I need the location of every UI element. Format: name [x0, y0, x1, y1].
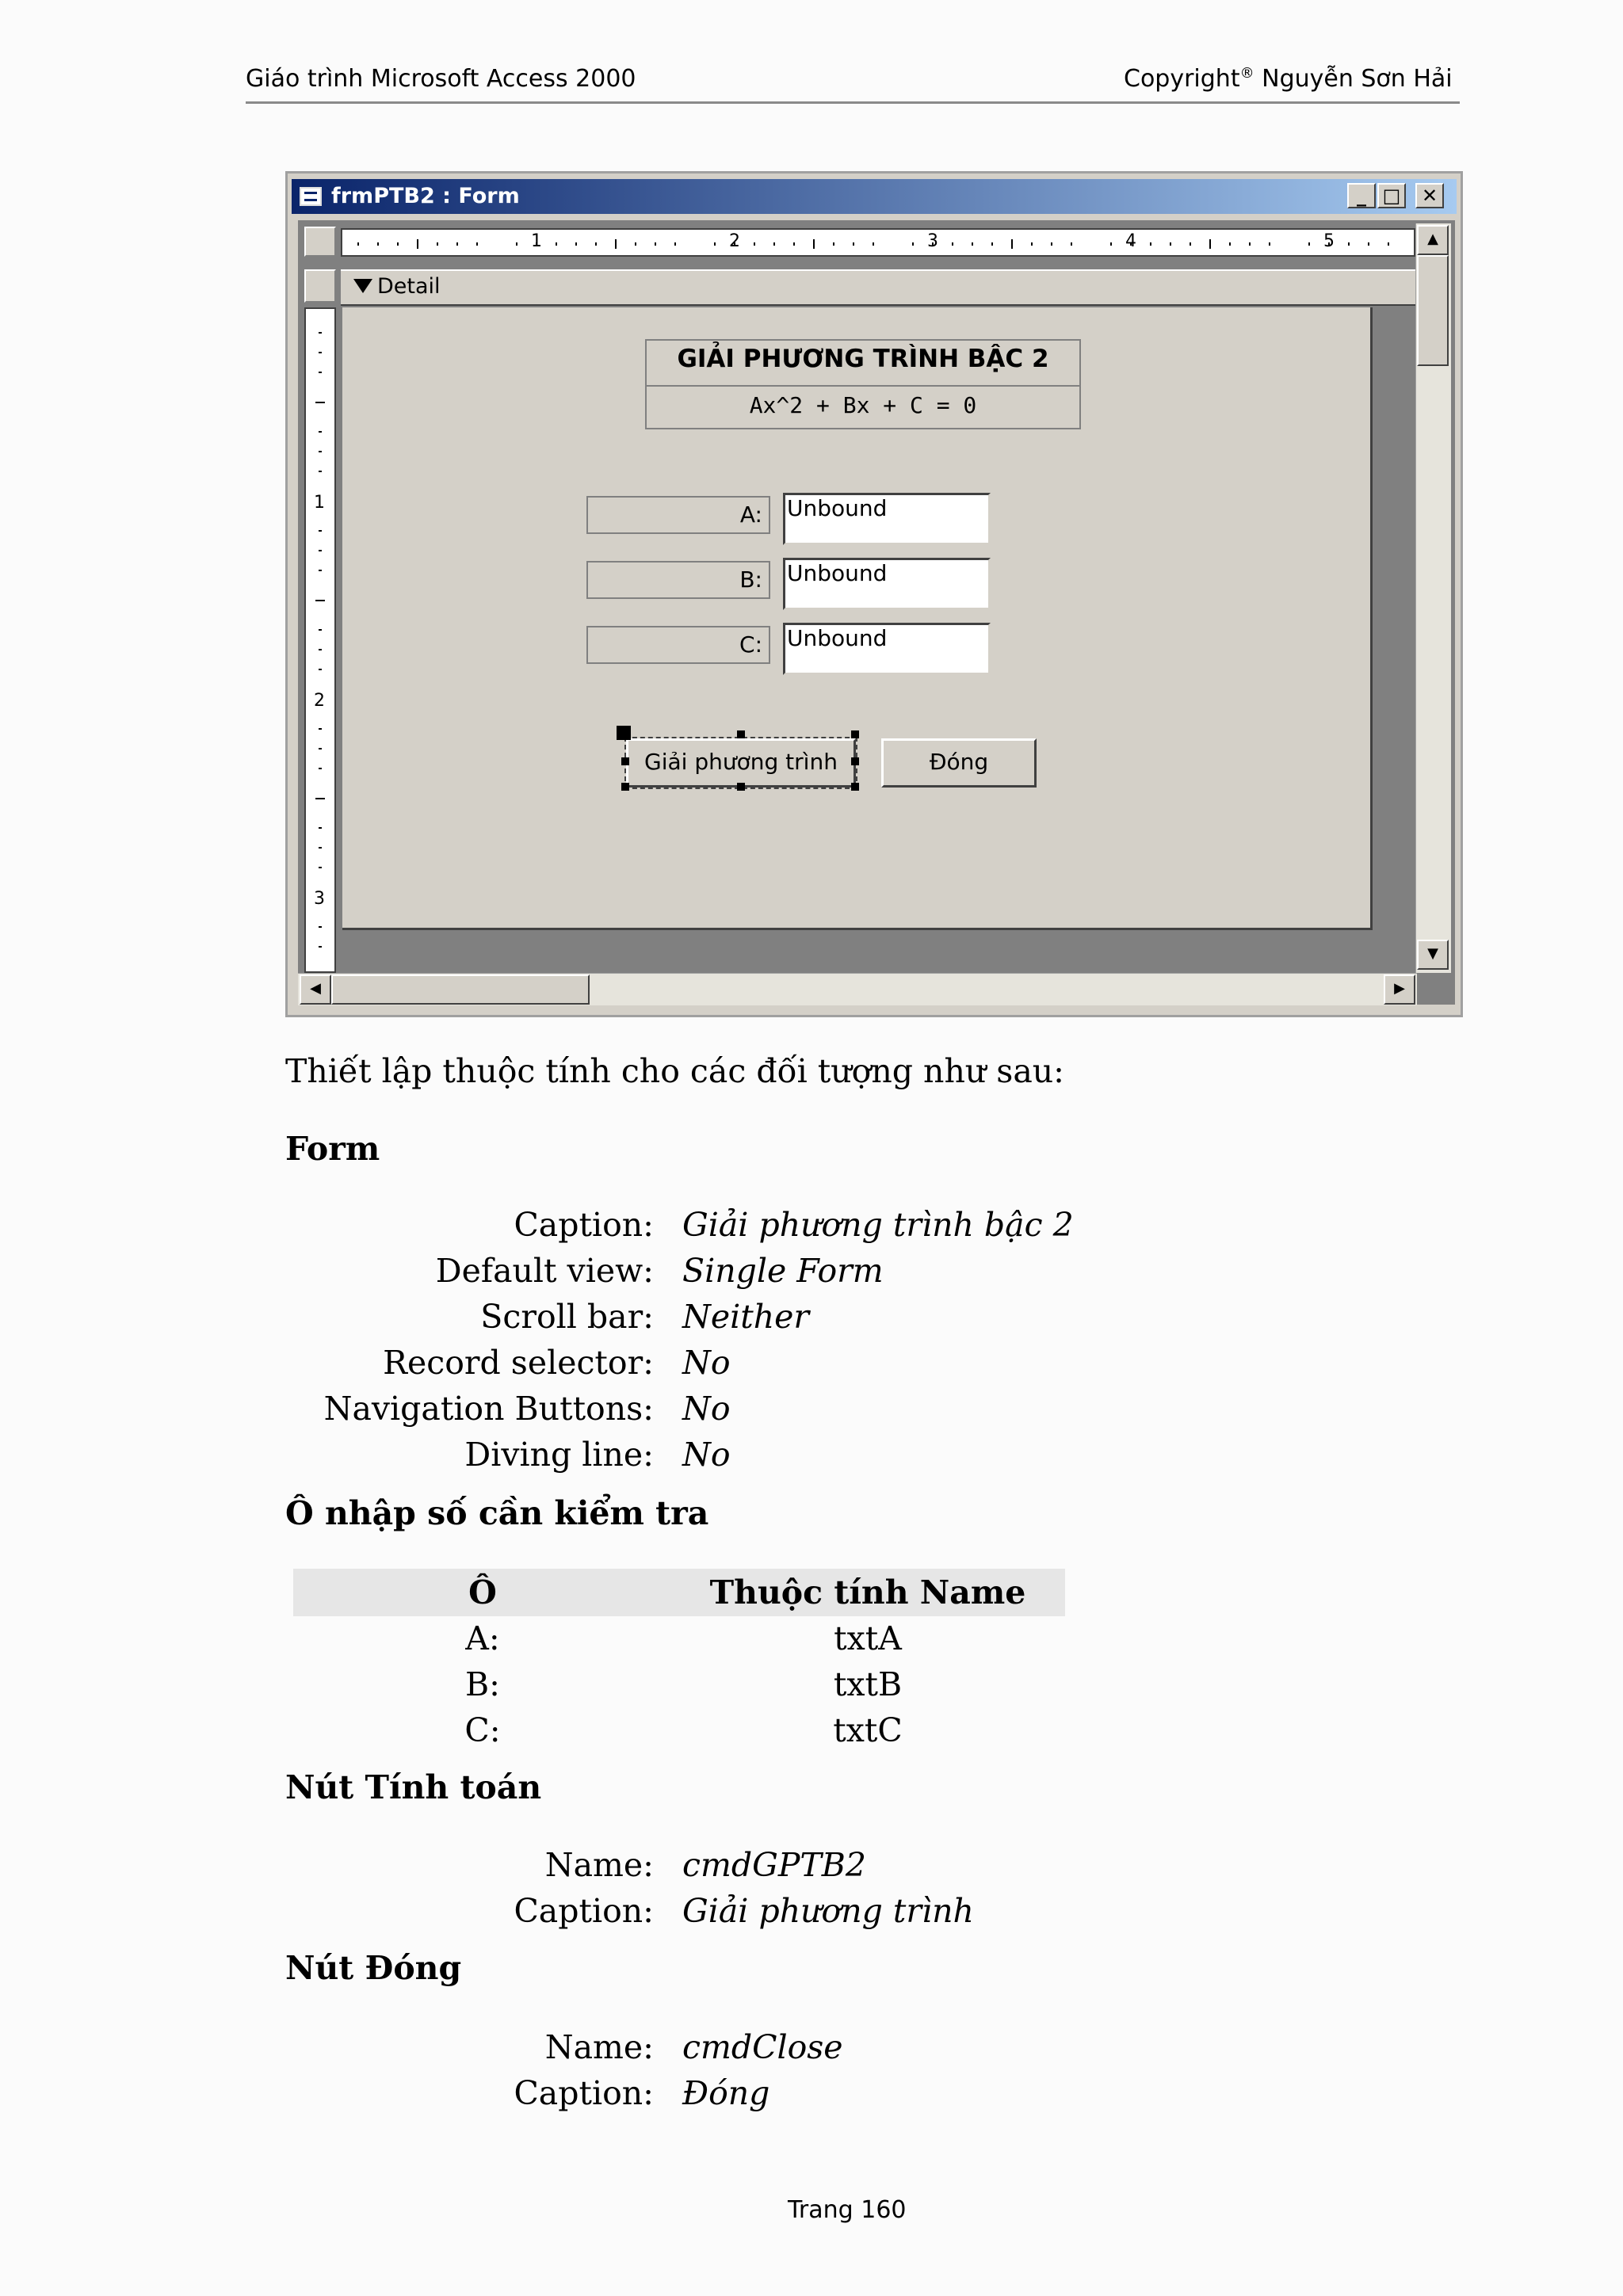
prop-label: Diving line: — [464, 1436, 654, 1474]
prop-value: cmdClose — [682, 2028, 843, 2066]
prop-value: Single Form — [682, 1252, 884, 1290]
form-title-line1: GIẢI PHƯƠNG TRÌNH BẬC 2 — [647, 341, 1079, 387]
input-heading: Ô nhập số cần kiểm tra — [285, 1494, 709, 1532]
scroll-left-button[interactable]: ◀ — [300, 974, 331, 1005]
label-c[interactable]: C: — [586, 626, 770, 664]
textbox-a[interactable]: Unbound — [783, 493, 991, 545]
prop-value: Neither — [682, 1298, 809, 1336]
header-rule — [246, 101, 1460, 104]
minimize-button[interactable]: _ — [1347, 183, 1376, 208]
textbox-c[interactable]: Unbound — [783, 623, 991, 675]
scroll-right-button[interactable]: ▶ — [1384, 974, 1415, 1005]
prop-label: Caption: — [514, 2074, 654, 2112]
resize-handle[interactable] — [851, 730, 859, 738]
ruler-label: 3 — [314, 889, 325, 909]
close-form-button[interactable]: Đóng — [881, 738, 1037, 788]
horizontal-scroll-thumb[interactable] — [331, 974, 590, 1005]
solve-button[interactable]: Giải phương trình — [626, 738, 856, 788]
prop-value: Giải phương trình bậc 2 — [682, 1206, 1074, 1244]
prop-label: Record selector: — [383, 1344, 654, 1382]
prop-value: No — [682, 1344, 731, 1382]
scroll-up-button[interactable]: ▲ — [1417, 225, 1449, 255]
table-cell: A: — [465, 1619, 500, 1657]
table-cell: txtB — [833, 1665, 903, 1703]
section-label: Detail — [377, 274, 441, 299]
table-cell: txtC — [833, 1711, 903, 1749]
label-a[interactable]: A: — [586, 496, 770, 534]
resize-handle[interactable] — [621, 783, 629, 791]
prop-label: Scroll bar: — [480, 1298, 654, 1336]
scroll-down-button[interactable]: ▼ — [1417, 940, 1449, 970]
detail-section-bar[interactable] — [341, 269, 1415, 306]
table-cell: B: — [465, 1665, 500, 1703]
ruler-label: 2 — [314, 691, 325, 711]
resize-handle[interactable] — [737, 783, 745, 791]
prop-label: Name: — [544, 1846, 654, 1884]
move-handle[interactable] — [617, 726, 631, 740]
ruler-label: 5 — [1323, 231, 1335, 251]
header-left: Giáo trình Microsoft Access 2000 — [246, 65, 636, 93]
ruler-label: 1 — [531, 231, 542, 251]
prop-label: Name: — [544, 2028, 654, 2066]
table-header-cell: Ô — [468, 1573, 497, 1611]
table-header-cell: Thuộc tính Name — [709, 1573, 1026, 1611]
header-right: Copyright® Nguyễn Sơn Hải — [1124, 65, 1453, 93]
page-number: Trang 160 — [788, 2196, 907, 2224]
prop-value: Giải phương trình — [682, 1892, 974, 1930]
prop-value: No — [682, 1436, 731, 1474]
resize-handle[interactable] — [851, 783, 859, 791]
form-heading: Form — [285, 1130, 380, 1168]
textbox-b[interactable]: Unbound — [783, 558, 991, 610]
horizontal-ruler[interactable] — [341, 228, 1415, 257]
table-cell: C: — [464, 1711, 501, 1749]
calc-heading: Nút Tính toán — [285, 1768, 542, 1806]
ruler-label: 4 — [1125, 231, 1136, 251]
window-title: frmPTB2 : Form — [331, 184, 520, 208]
prop-label: Caption: — [514, 1206, 654, 1244]
close-window-button[interactable]: ✕ — [1415, 183, 1444, 208]
form-icon — [300, 187, 322, 206]
prop-value: No — [682, 1390, 731, 1428]
resize-handle[interactable] — [851, 757, 859, 765]
prop-value: Đóng — [682, 2074, 770, 2112]
prop-label: Caption: — [514, 1892, 654, 1930]
intro-text: Thiết lập thuộc tính cho các đối tượng như sau: — [285, 1052, 1064, 1090]
section-selector[interactable] — [304, 269, 336, 303]
ruler-corner[interactable] — [304, 227, 336, 257]
form-title-line2: Ax^2 + Bx + C = 0 — [749, 392, 977, 418]
label-b[interactable]: B: — [586, 561, 770, 599]
ruler-label: 2 — [729, 231, 740, 251]
maximize-button[interactable]: □ — [1377, 183, 1406, 208]
close-heading: Nút Đóng — [285, 1949, 462, 1987]
prop-value: cmdGPTB2 — [682, 1846, 866, 1884]
resize-handle[interactable] — [737, 730, 745, 738]
prop-label: Navigation Buttons: — [323, 1390, 654, 1428]
ruler-label: 3 — [927, 231, 938, 251]
ruler-label: 1 — [314, 493, 325, 513]
prop-label: Default view: — [435, 1252, 654, 1290]
vertical-ruler[interactable] — [304, 307, 336, 973]
vertical-scroll-thumb[interactable] — [1417, 255, 1449, 366]
resize-handle[interactable] — [621, 757, 629, 765]
table-cell: txtA — [834, 1619, 902, 1657]
section-arrow-icon — [353, 279, 372, 293]
